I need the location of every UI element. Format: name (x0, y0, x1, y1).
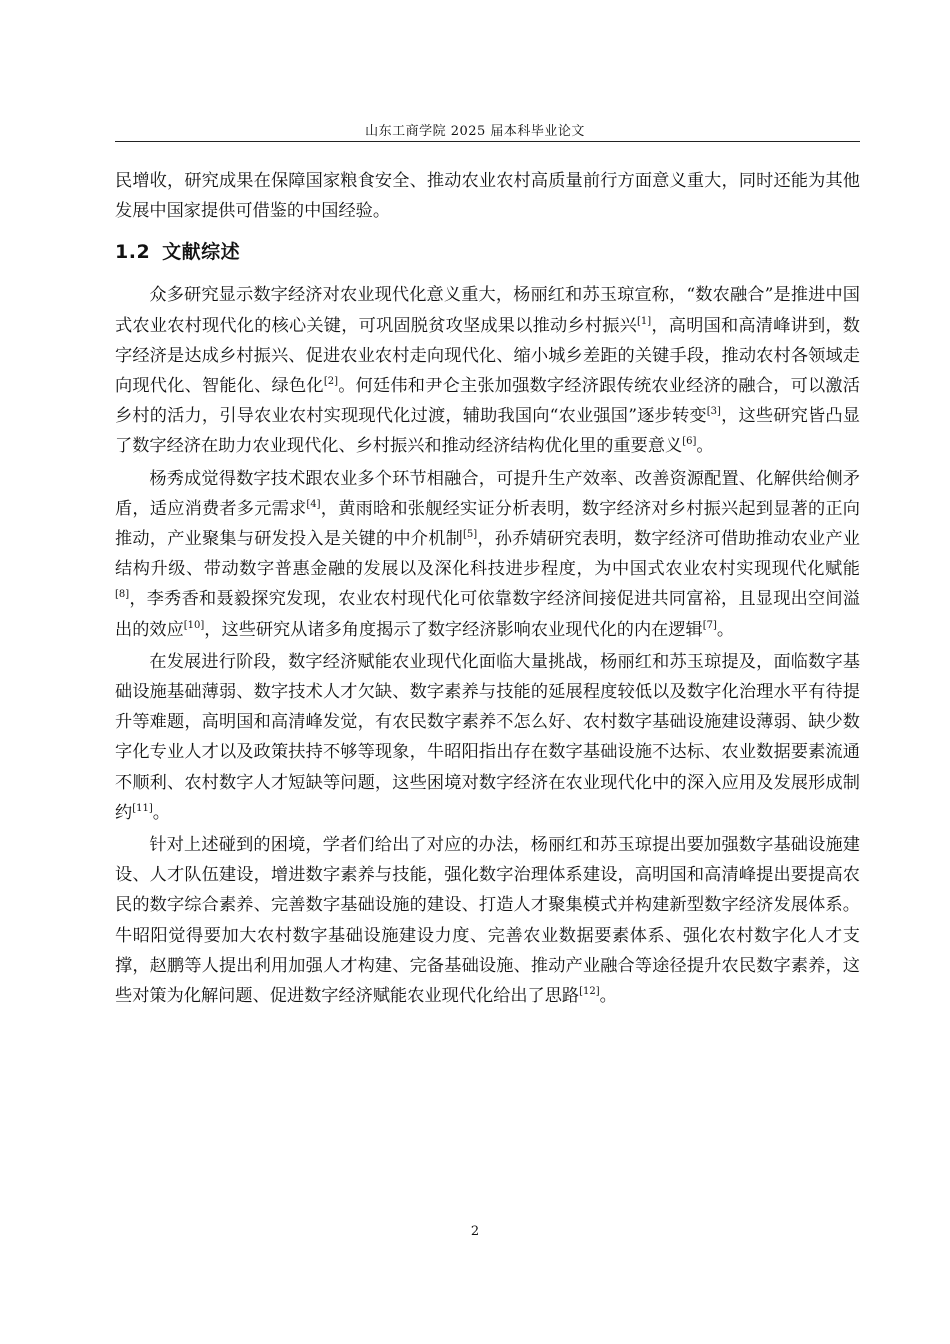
intro-paragraph-tail: 民增收，研究成果在保障国家粮食安全、推动农业农村高质量前行方面意义重大，同时还能为其他发展中国家提供可借鉴的中国经验。 (115, 171, 860, 222)
paragraph-text: 杨秀成觉得数字技术跟农业多个环节相融合，可提升生产效率、改善资源配置、化解供给侧矛盾，适应消费者多元需求 (115, 468, 860, 519)
paragraph-text: ，孙乔婧研究表明，数字经济可借助推动农业产业结构升级、带动数字普惠金融的发展以及深化科技进步程度，为中国式农业农村实现现代化赋能 (115, 529, 860, 580)
paragraph-text: ，黄雨晗和张舰经实证分析表明，数字经济对乡村振兴起到显著的正向推动，产业聚集与研发投入是关键的中介机制 (115, 498, 860, 550)
body-paragraph (115, 647, 860, 828)
paragraph-text: 。何廷伟和尹仑主张加强数字经济跟传统农业经济的融合，可以激活乡村的活力，引导农业农村实现现代化过渡，辅助我国向“农业强国”逐步转变 (115, 376, 860, 427)
header-rule (115, 141, 860, 142)
paragraph-text: 在发展进行阶段，数字经济赋能农业现代化面临大量挑战，杨丽红和苏玉琼提及，面临数字基础设施基础薄弱、数字技术人才欠缺、数字素养与技能的延展程度较低以及数字化治理水平有待提升等难题，高明国和高清峰发觉，有农民数字素养不怎么好、农村数字基础设施建设薄弱、缺少数字化专业人才以及政策扶持不够等现象，牛昭阳指出存在数字基础设施不达标、农业数据要素流通不顺利、农村数字人才短缺等问题，这些困境对数字经济在农业现代化中的深入应用及发展形成制约 (115, 651, 860, 823)
paragraph-text: 。 (599, 986, 617, 1007)
paragraph-text: 。 (696, 436, 714, 457)
section-heading (115, 237, 860, 267)
paragraph-text: 针对上述碰到的困境，学者们给出了对应的办法，杨丽红和苏玉琼提出要加强数字基础设施建设、人才队伍建设，增进数字素养与技能，强化数字治理体系建设，高明国和高清峰提出要提高农民的数字综合素养、完善数字基础设施的建设、打造人才聚集模式并构建新型数字经济发展体系。牛昭阳觉得要加大农村数字基础设施建设力度、完善农业数据要素体系、强化农村数字化人才支撑，赵鹏等人提出利用加强人才构建、完备基础设施、推动产业融合等途径提升农民数字素养，这些对策为化解问题、促进数字经济赋能农业现代化给出了思路 (115, 835, 860, 1007)
running-header: 山东工商学院 2025 届本科毕业论文 (365, 124, 585, 139)
page-number: 2 (470, 1224, 480, 1239)
citation-marker: [5] (463, 529, 478, 541)
paragraph-text: 。 (152, 802, 170, 823)
paragraph-text: ，这些研究从诸多角度揭示了数字经济影响农业现代化的内在逻辑 (204, 619, 703, 640)
citation-marker: [12] (579, 986, 600, 998)
citation-marker: [3] (706, 406, 721, 418)
paragraph-text: 众多研究显示数字经济对农业现代化意义重大，杨丽红和苏玉琼宣称，“数农融合”是推进中国式农业农村现代化的核心关键，可巩固脱贫攻坚成果以推动乡村振兴 (115, 285, 860, 336)
paragraph-text: ，这些研究皆凸显了数字经济在助力农业现代化、乡村振兴和推动经济结构优化里的重要意义 (115, 406, 860, 457)
citation-marker: [11] (132, 802, 153, 814)
body-paragraph (115, 280, 860, 461)
paragraph-text: 。 (716, 619, 735, 640)
body-paragraph (115, 830, 860, 1011)
literature-review-paragraphs (115, 280, 860, 1011)
paragraph-text: ，高明国和高清峰讲到，数字经济是达成乡村振兴、促进农业农村走向现代化、缩小城乡差距的关键手段，推动农村各领域走向现代化、智能化、绿色化 (115, 315, 860, 397)
citation-marker: [7] (702, 619, 717, 631)
paragraph-text: ，李秀香和聂毅探究发现，农业农村现代化可依靠数字经济间接促进共同富裕，且显现出空间溢出的效应 (115, 589, 860, 640)
section-title: 文献综述 (162, 241, 241, 264)
citation-marker: [10] (183, 619, 205, 631)
section-number: 1.2 (115, 241, 151, 264)
citation-marker: [1] (637, 315, 652, 327)
citation-marker: [2] (323, 376, 338, 388)
citation-marker: [4] (306, 498, 321, 510)
document-body (115, 166, 860, 1013)
citation-marker: [8] (115, 589, 130, 601)
citation-marker: [6] (682, 436, 697, 448)
body-paragraph (115, 464, 860, 645)
